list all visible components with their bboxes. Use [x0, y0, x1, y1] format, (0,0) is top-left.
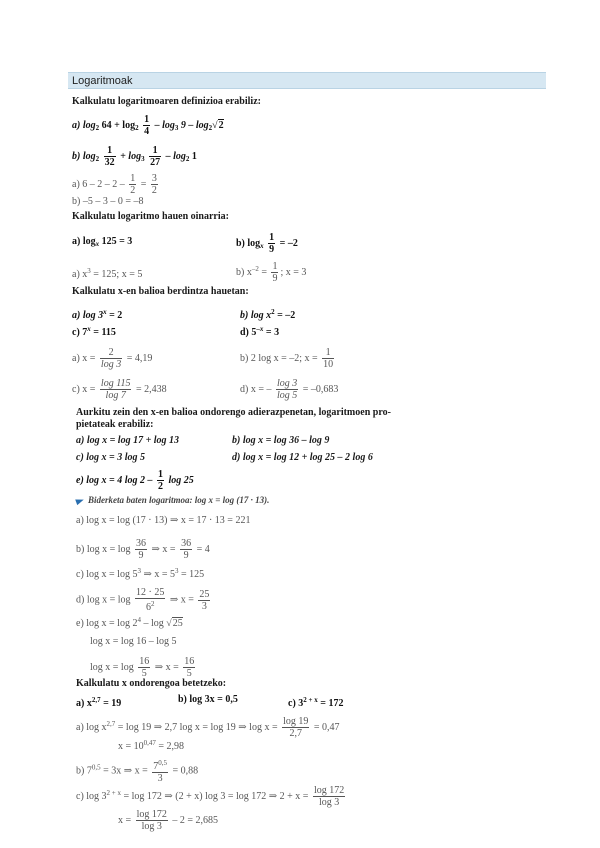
s1-question-a: a) $\log_2 64 + \log_2$ $\frac{1}{4}$ – $\log_3 9 - \log_2√2$ — [72, 114, 224, 137]
s3-question-d: d) $5^{-x} = 3$ — [240, 325, 280, 338]
s5-answer-c2: x = $\frac{\log 172}{\log 3}$ – 2 = 2,685 — [118, 809, 219, 832]
s5-answer-a2: $x = 10^{0,47} = 2,98$ — [118, 739, 185, 752]
s3-answer-b: b) 2 log x = –2; x = $\frac{1}{10}$ — [240, 347, 334, 370]
s4-hint: Biderketa baten logaritmoa: log x = log (17 · 13). — [76, 494, 269, 506]
s4-answer-e1: e) $\log x = \log 2^4 - \log √25$ — [76, 616, 183, 629]
s3-answer-c: c) x = $\frac{\log 115}{\log 7}$ = 2,438 — [72, 378, 167, 401]
s5-heading: Kalkulatu x ondorengoa betetzeko: — [76, 678, 227, 689]
s1-heading: Kalkulatu logaritmoaren definizioa erabiliz: — [72, 96, 261, 107]
s5-question-c: c) $3^{2 + x} = 172$ — [288, 696, 344, 709]
s4-answer-e3: log x = log $\frac{16}{5}$ ⇒ x = $\frac{16}{5}$ — [90, 656, 195, 679]
s2-answer-a: a) $x^3 = 125$; x = 5 — [72, 267, 143, 280]
s4-question-b: b) log x = log 36 – log 9 — [232, 435, 330, 446]
s5-answer-b: b) $7^{0,5} = 3x$ ⇒ x = $\frac{7^{0,5}}{3}$ = 0,88 — [76, 759, 199, 784]
s4-answer-d: d) log x = log $\frac{12 \cdot 25}{6^2}$ ⇒ x = $\frac{25}{3}$ — [76, 587, 210, 613]
s2-answer-b: b) $x^{-2}$ = $\frac{1}{9}$ ; x = 3 — [236, 261, 307, 284]
s4-answer-b: b) log x = log $\frac{36}{9}$ ⇒ x = $\frac{36}{9}$ = 4 — [76, 538, 210, 561]
s4-answer-e2: log x = log 16 – log 5 — [90, 636, 177, 647]
s3-answer-d: d) x = – $\frac{\log 3}{\log 5}$ = –0,683 — [240, 378, 339, 401]
s3-question-c: c) $7^x = 115$ — [72, 325, 116, 338]
s4-question-c: c) log x = 3 log 5 — [76, 452, 146, 463]
section-title: Logaritmoak — [68, 72, 546, 89]
s4-answer-c: c) $\log x = \log 5^3$ ⇒ $x = 5^3 = 125$ — [76, 567, 205, 580]
s1-answer-a: a) 6 – 2 – 2 – $\frac{1}{2}$ = $\frac{3}{2}$ — [72, 173, 157, 196]
s2-question-b: b) $\log_x$ $\frac{1}{9}$ = –2 — [236, 232, 298, 255]
s3-question-a: a) $\log 3^x = 2$ — [72, 308, 123, 321]
arrow-bullet-icon — [75, 497, 85, 505]
s5-question-a: a) $x^{2,7} = 19$ — [76, 696, 122, 709]
s4-question-d: d) log x = log 12 + log 25 – 2 log 6 — [232, 452, 373, 463]
s4-heading-line2: pietateak erabiliz: — [76, 419, 154, 430]
s2-question-a: a) $\log_x 125 = 3$ — [72, 236, 133, 248]
s3-question-b: b) $\log x^2 = -2$ — [240, 308, 296, 321]
s5-answer-c1: c) $\log 3^{2 + x} = \log 172$ ⇒ (2 + x) log 3 = log 172 ⇒ 2 + x = $\frac{\log 172}{\log 3}$ — [76, 785, 345, 808]
s4-question-a: a) log x = log 17 + log 13 — [76, 435, 180, 446]
s4-heading-line1: Aurkitu zein den x-en balioa ondorengo adierazpenetan, logaritmoen pro- — [76, 407, 391, 418]
s5-question-b: b) log 3x = 0,5 — [178, 694, 238, 705]
s4-question-e: e) log x = 4 log 2 – $\frac{1}{2}$ log 25 — [76, 469, 194, 492]
s3-answer-a: a) x = $\frac{2}{\log 3}$ = 4,19 — [72, 347, 153, 370]
s3-heading: Kalkulatu x-en balioa berdintza hauetan: — [72, 286, 249, 297]
s4-answer-a: a) log x = log (17 · 13) ⇒ x = 17 · 13 = 221 — [76, 515, 251, 526]
s2-heading: Kalkulatu logaritmo hauen oinarria: — [72, 211, 229, 222]
s1-answer-b: b) –5 – 3 – 0 = –8 — [72, 196, 144, 207]
s5-answer-a1: a) $\log x^{2,7} = \log 19$ ⇒ 2,7 log x = log 19 ⇒ log x = $\frac{\log 19}{2,7}$ = 0,47 — [76, 716, 340, 739]
s1-question-b: b) $\log_2$ $\frac{1}{32}$ + $\log_3$ $\frac{1}{27}$ – $\log_2 1$ — [72, 145, 197, 168]
